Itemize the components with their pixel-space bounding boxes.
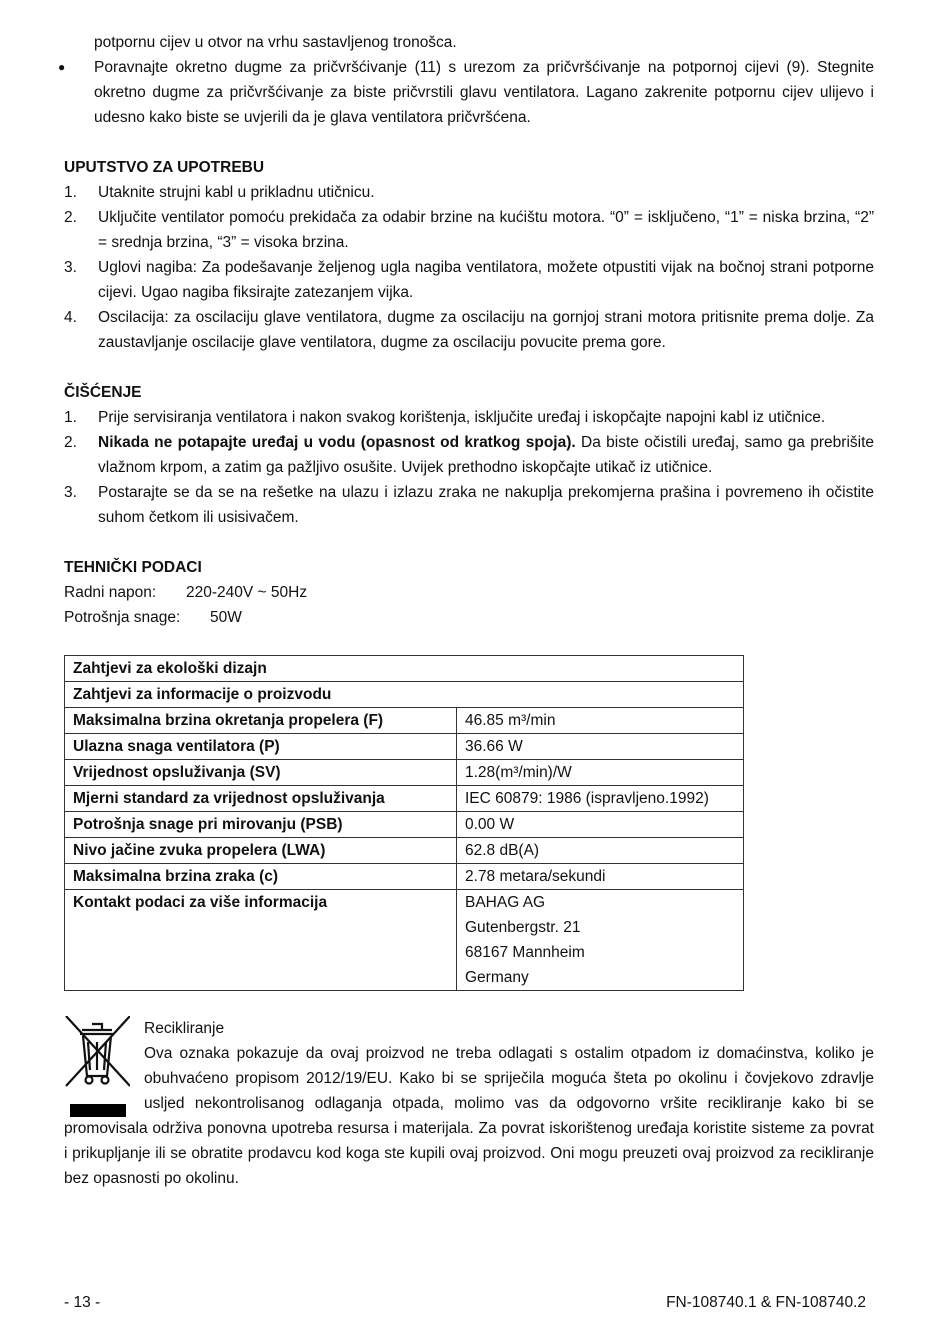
recycling-title: Recikliranje — [144, 1020, 225, 1037]
ecodesign-table — [64, 655, 744, 991]
contact-line: Germany — [465, 969, 529, 986]
table-row: Ulazna snaga ventilatora (P) 36.66 W — [65, 734, 744, 760]
list-item: 2. Nikada ne potapajte uređaj u vodu (opasnost od kratkog spoja). Da biste očistili uređaj, samo ga prebrišite vlažnom krpom, a zatim ga pažljivo osušite. Uvijek prethodno iskopčajte utikač iz utičnice. — [64, 434, 875, 476]
intro-bullet — [58, 55, 874, 130]
cleaning-heading: ČIŠĆENJE — [64, 384, 142, 401]
table-row-contact: Kontakt podaci za više informacija BAHAG AG Gutenbergstr. 21 68167 Mannheim Germany — [65, 890, 744, 991]
tech-heading: TEHNIČKI PODACI — [64, 559, 202, 576]
usage-list — [64, 180, 874, 355]
model-number: FN-108740.1 & FN-108740.2 — [666, 1294, 866, 1311]
spec-voltage: Radni napon: 220-240V ~ 50Hz — [64, 584, 308, 601]
list-item: 4. Oscilacija: za oscilaciju glave ventilatora, dugme za oscilaciju na gornjoj strani motora pritisnite prema dolje. Za zaustavljanje oscilacije glave ventilatora, dugme za oscilaciju povucite prema gore. — [64, 309, 874, 351]
list-item: 3. Uglovi nagiba: Za podešavanje željenog ugla nagiba ventilatora, možete otpustiti vijak na bočnoj strani potporne cijevi. Ugao nagiba fiksirajte zatezanjem vijka. — [64, 259, 874, 301]
recycling-section — [64, 1016, 874, 1191]
spec-power: Potrošnja snage: 50W — [64, 609, 242, 626]
list-item: 2. Uključite ventilator pomoću prekidača za odabir brzine na kućištu motora. “0” = isključeno, “1” = niska brzina, “2” = srednja brzina, “3” = visoka brzina. — [64, 209, 874, 251]
cleaning-list — [64, 405, 874, 530]
table-row: Nivo jačine zvuka propelera (LWA) 62.8 dB(A) — [65, 838, 744, 864]
document-page — [58, 30, 875, 1191]
table-header: Zahtjevi za ekološki dizajn — [65, 656, 744, 682]
intro-continuation — [64, 30, 874, 55]
page-number: - 13 - — [64, 1294, 101, 1311]
warning-text: Nikada ne potapajte uređaj u vodu (opasnost od kratkog spoja). — [98, 434, 576, 451]
contact-line: 68167 Mannheim — [465, 944, 585, 961]
recycling-body: Ova oznaka pokazuje da ovaj proizvod ne treba odlagati s ostalim otpadom iz domaćinstva, koliko je obuhvaćeno propisom 2012/19/EU. Kako bi se spriječila moguća šteta po okolinu i čovjekovo zdravlje usljed nekontrolisanog odlaganja otpada, molimo vas da odgovorno vršite recikliranje kako bi se promovisala održiva ponovna upotreba resursa i materijala. Za povrat iskorištenog uređaja koristite sisteme za povrat i prikupljanje ili se obratite prodavcu kod koga ste kupili ovaj proizvod. Oni mogu preuzeti ovaj proizvod za recikliranje bez opasnosti po okolinu. — [64, 1045, 874, 1187]
bullet-icon: ● — [58, 60, 66, 74]
table-row: Maksimalna brzina okretanja propelera (F) 46.85 m³/min — [65, 708, 744, 734]
contact-line: BAHAG AG — [465, 894, 546, 911]
table-row: Vrijednost opsluživanja (SV) 1.28(m³/min)/W — [65, 760, 744, 786]
list-item: 3. Postarajte se da se na rešetke na ulazu i izlazu zraka ne nakuplja prekomjerna prašina i povremeno ih očistite suhom četkom ili usisivačem. — [64, 484, 874, 526]
table-row: Potrošnja snage pri mirovanju (PSB) 0.00 W — [65, 812, 744, 838]
intro-line: potpornu cijev u otvor na vrhu sastavljenog tronošca. — [94, 34, 457, 51]
weee-crossed-bin-icon — [64, 1016, 130, 1120]
list-item: 1. Prije servisiranja ventilatora i nakon svakog korištenja, isključite uređaj i iskopčajte napojni kabl iz utičnice. — [64, 409, 826, 426]
table-header: Zahtjevi za informacije o proizvodu — [65, 682, 744, 708]
table-row: Maksimalna brzina zraka (c) 2.78 metara/sekundi — [65, 864, 744, 890]
usage-heading: UPUTSTVO ZA UPOTREBU — [64, 159, 265, 176]
recycling-text — [64, 1016, 874, 1191]
contact-line: Gutenbergstr. 21 — [465, 919, 581, 936]
intro-bullet-text: Poravnajte okretno dugme za pričvršćivanje (11) s urezom za pričvršćivanje na potpornoj cijevi (9). Stegnite okretno dugme za pričvršćivanje za biste pričvrstili glavu ventilatora. Lagano zakrenite potpornu cijev ulijevo i udesno kako biste se uvjerili da je glava ventilatora pričvršćena. — [94, 59, 874, 126]
table-row: Mjerni standard za vrijednost opsluživanja IEC 60879: 1986 (ispravljeno.1992) — [65, 786, 744, 812]
list-item: 1. Utaknite strujni kabl u prikladnu utičnicu. — [64, 184, 375, 201]
